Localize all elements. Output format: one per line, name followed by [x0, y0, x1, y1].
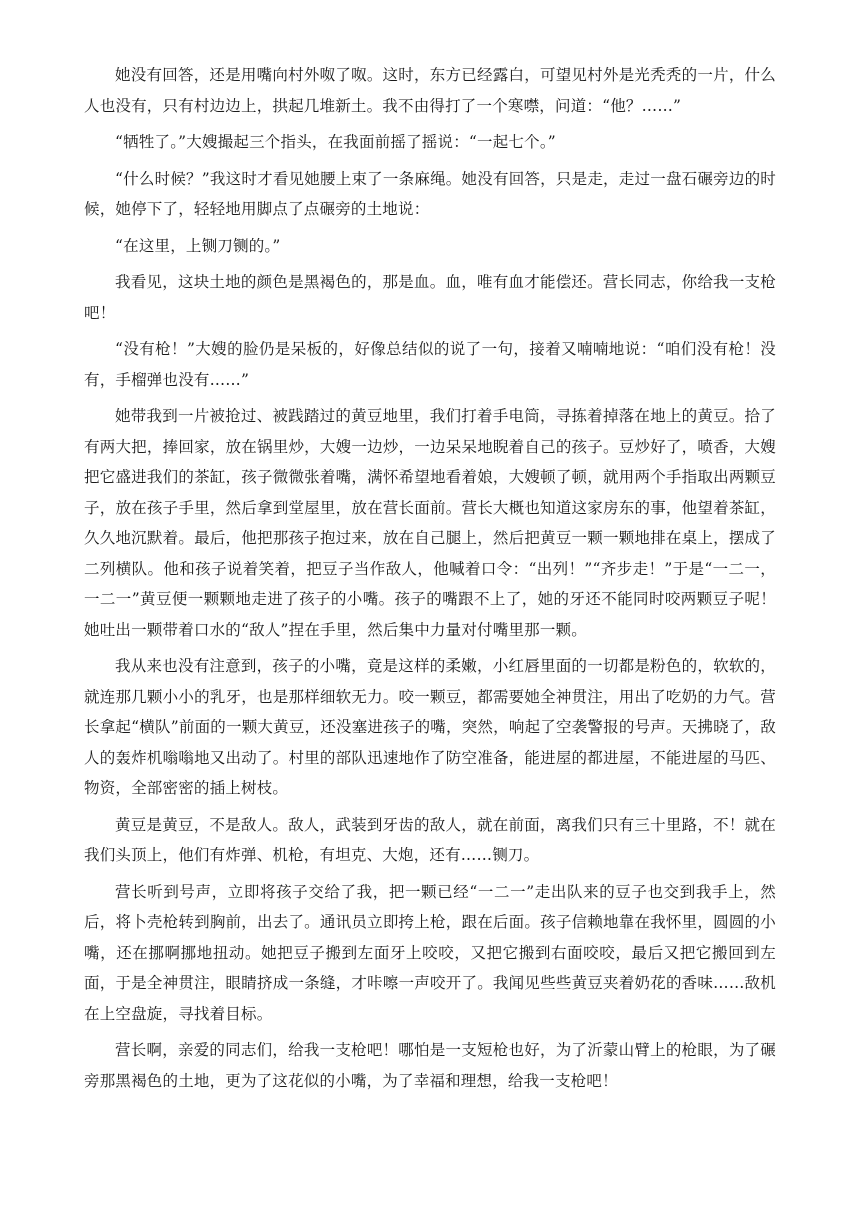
paragraph-7: 她带我到一片被抢过、被践踏过的黄豆地里，我们打着手电筒，寻拣着掉落在地上的黄豆。拾了有两大把，捧回家，放在锅里炒，大嫂一边炒，一边呆呆地睨着自己的孩子。豆炒好了，喷香，大嫂把它盛进我们的茶缸，孩子微微张着嘴，满怀希望地看着娘，大嫂顿了顿，就用两个手指取出两颗豆子，放在孩子手里，然后拿到堂屋里，放在营长面前。营长大概也知道这家房东的事，他望着茶缸，久久地沉默着。最后，他把那孩子抱过来，放在自己腿上，然后把黄豆一颗一颗地排在桌上，摆成了二列横队。他和孩子说着笑着，把豆子当作敌人，他喊着口令：“出列！”“齐步走！”于是“一二一，一二一”黄豆便一颗颗地走进了孩子的小嘴。孩子的嘴跟不上了，她的牙还不能同时咬两颗豆子呢！她吐出一颗带着口水的“敌人”捏在手里，然后集中力量对付嘴里那一颗。 [84, 407, 776, 639]
paragraph-3: “什么时候？”我这时才看见她腰上束了一条麻绳。她没有回答，只是走，走过一盘石碾旁边的时候，她停下了，轻轻地用脚点了点碾旁的土地说： [84, 169, 776, 218]
paragraph-5: 我看见，这块土地的颜色是黑褐色的，那是血。血，唯有血才能偿还。营长同志，你给我一支枪吧！ [84, 273, 776, 322]
article-body [84, 60, 776, 1096]
paragraph-11: 营长啊，亲爱的同志们，给我一支枪吧！哪怕是一支短枪也好，为了沂蒙山臂上的枪眼，为了碾旁那黑褐色的土地，更为了这花似的小嘴，为了幸福和理想，给我一支枪吧！ [84, 1041, 776, 1090]
paragraph-8: 我从来也没有注意到，孩子的小嘴，竟是这样的柔嫩，小红唇里面的一切都是粉色的，软软的，就连那几颗小小的乳牙，也是那样细软无力。咬一颗豆，都需要她全神贯注，用出了吃奶的力气。营长拿起“横队”前面的一颗大黄豆，还没塞进孩子的嘴，突然，响起了空袭警报的号声。天拂晓了，敌人的轰炸机嗡嗡地又出动了。村里的部队迅速地作了防空准备，能进屋的都进屋，不能进屋的马匹、物资，全部密密的插上树枝。 [84, 657, 776, 797]
paragraph-4: “在这里，上铡刀铡的。” [115, 236, 281, 255]
paragraph-10: 营长听到号声，立即将孩子交给了我，把一颗已经“一二一”走出队来的豆子也交到我手上，然后，将卜壳枪转到胸前，出去了。通讯员立即挎上枪，跟在后面。孩子信赖地靠在我怀里，圆圆的小嘴，还在挪啊挪地扭动。她把豆子搬到左面牙上咬咬，又把它搬到右面咬咬，最后又把它搬回到左面，于是全神贯注，眼睛挤成一条缝，才咔嚓一声咬开了。我闻见些些黄豆夹着奶花的香味……敌机在上空盘旋，寻找着目标。 [84, 882, 776, 1023]
paragraph-2: “牺牲了。”大嫂撮起三个指头，在我面前摇了摇说：“一起七个。” [115, 133, 556, 151]
paragraph-6: “没有枪！”大嫂的脸仍是呆板的，好像总结似的说了一句，接着又喃喃地说：“咱们没有枪！没有，手榴弹也没有……” [84, 340, 776, 389]
paragraph-9: 黄豆是黄豆，不是敌人。敌人，武装到牙齿的敌人，就在前面，离我们只有三十里路，不！就在我们头顶上，他们有炸弹、机枪，有坦克、大炮，还有……铡刀。 [84, 815, 776, 864]
paragraph-1: 她没有回答，还是用嘴向村外呶了呶。这时，东方已经露白，可望见村外是光秃秃的一片，什么人也没有，只有村边边上，拱起几堆新土。我不由得打了一个寒噤，问道：“他？……” [84, 66, 776, 115]
